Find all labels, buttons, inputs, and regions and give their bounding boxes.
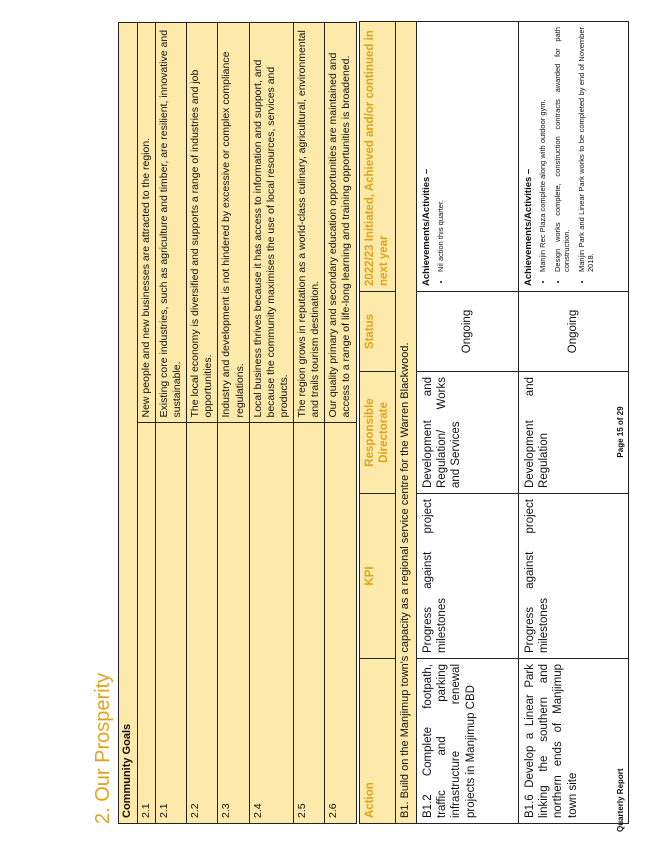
list-item: • Nil action this quarter.: [436, 27, 445, 272]
achievements-header: Achievements/Activities –: [420, 168, 432, 286]
header-directorate: Responsible Directorate: [360, 372, 396, 494]
list-item: • Manjin Park and Linear Park works to be completed by end of November 2018.: [577, 27, 596, 272]
actions-header-row: [360, 22, 396, 824]
list-item: • Design works complete, construction contracts awarded for path construction.: [553, 27, 572, 272]
goal-number: 2.4: [249, 423, 293, 824]
achievements-header: Achievements/Activities –: [522, 168, 534, 286]
header-action: Action: [360, 659, 396, 824]
goal-text: The local economy is diversified and supports a range of industries and job opportunities.: [187, 23, 218, 424]
goal-number: 2.1: [137, 423, 155, 824]
kpi-cell: Progress against project milestones: [416, 494, 518, 659]
goal-text: Local business thrives because it has access to information and support, and because the community maximises the use of local resources, services and products.: [249, 23, 293, 424]
goal-row: [155, 23, 186, 824]
header-kpi: KPI: [360, 494, 396, 659]
achievements-cell: [416, 22, 518, 292]
goal-number: 2.3: [218, 423, 249, 824]
goal-row: [218, 23, 249, 824]
header-status: Status: [360, 292, 396, 372]
table-row: [416, 22, 518, 824]
group-title: B1. Build on the Manjimup town's capacity as a regional service centre for the Warren Blackwood.: [395, 22, 416, 824]
table-row: [518, 22, 628, 824]
goal-text: Our quality primary and secondary education opportunities are maintained and access to a range of life-long learning and training opportunities is broadened.: [325, 23, 356, 424]
kpi-cell: Progress against project milestones: [518, 494, 628, 659]
directorate-cell: Development and Regulation/ Works and Services: [416, 372, 518, 494]
achievements-cell: [518, 22, 628, 292]
header-achievements: 2022/23 Initiated, Achieved and/or continued in next year: [360, 22, 396, 292]
goal-text: Existing core industries, such as agriculture and timber, are resilient, innovative and sustainable.: [155, 23, 186, 424]
goal-number: 2.5: [294, 423, 325, 824]
goal-number: 2.1: [155, 423, 186, 824]
goal-text: The region grows in reputation as a world-class culinary, agricultural, environmental and trails tourism destination.: [294, 23, 325, 424]
goal-row: [294, 23, 325, 824]
footer-report-name: Quarterly Report: [616, 768, 625, 832]
action-cell: B1.2 Complete footpath, traffic and parking infrastructure renewal projects in Manjimup CBD: [416, 659, 518, 824]
directorate-cell: Development and Regulation: [518, 372, 628, 494]
action-cell: B1.6 Develop a Linear Park linking the southern and northern ends of Manjimup town site: [518, 659, 628, 824]
status-cell: Ongoing: [518, 292, 628, 372]
achievements-list: [538, 27, 595, 286]
achievements-list: [436, 27, 445, 286]
community-goals-header: Community Goals: [119, 23, 138, 824]
goal-row: [187, 23, 218, 824]
footer-page-number: Page 15 of 29: [616, 406, 625, 458]
goal-row: [249, 23, 293, 824]
goal-number: 2.6: [325, 423, 356, 824]
goal-text: Industry and development is not hindered by excessive or complex compliance regulations.: [218, 23, 249, 424]
list-item: • Manjin Rec Plaza complete along with outdoor gym.: [538, 27, 547, 272]
actions-table: [359, 21, 629, 824]
goal-number: 2.2: [187, 423, 218, 824]
goal-row: [137, 23, 155, 824]
community-goals-table: [118, 22, 357, 824]
status-cell: Ongoing: [416, 292, 518, 372]
section-title: 2. Our Prosperity: [92, 672, 114, 824]
goal-row: [325, 23, 356, 824]
goal-text: New people and new businesses are attracted to the region.: [137, 23, 155, 424]
